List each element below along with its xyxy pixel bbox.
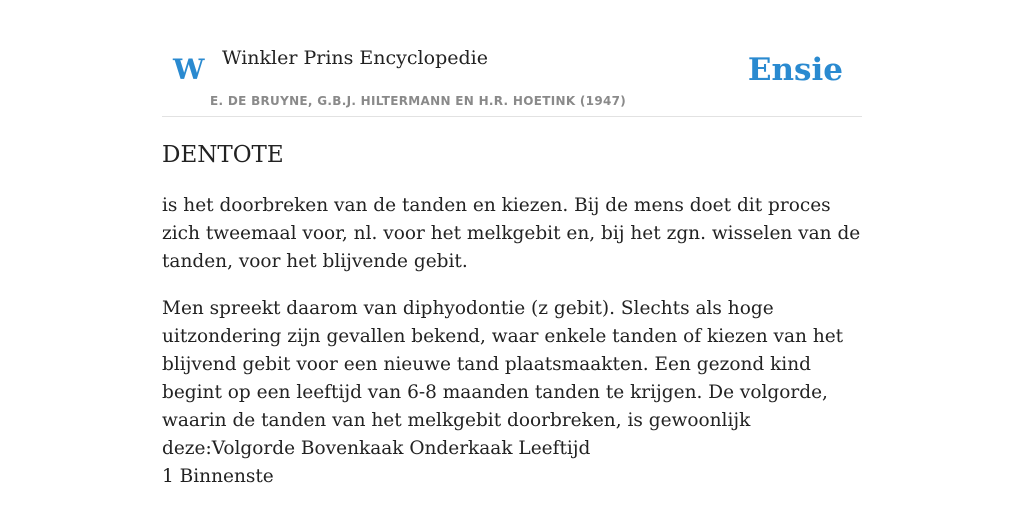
ensie-logo[interactable]: Ensie (747, 52, 843, 88)
winkler-prins-logo[interactable]: W (173, 53, 205, 86)
page (162, 0, 862, 512)
entry-title: DENTOTE (162, 142, 284, 168)
article-paragraph-3: 1 Binnenste (162, 466, 274, 487)
article-paragraph-1: is het doorbreken van de tanden en kiezen. Bij de mens doet dit proces zich tweemaal voor, nl. voor het melkgebit en, bij het zgn. wisselen van de tanden, voor het blijvende gebit. (162, 195, 861, 272)
authors-line: E. DE BRUYNE, G.B.J. HILTERMANN EN H.R. HOETINK (1947) (210, 94, 627, 108)
book-title-link[interactable]: Winkler Prins Encyclopedie (222, 47, 488, 69)
header (162, 0, 862, 117)
article-paragraph-2: Men spreekt daarom van diphyodontie (z gebit). Slechts als hoge uitzondering zijn gevallen bekend, waar enkele tanden of kiezen van het blijvend gebit voor een nieuwe tand plaatsmaakten. Een gezond kind begint op een leeftijd van 6-8 maanden tanden te krijgen. De volgorde, waarin de tanden van het melkgebit doorbreken, is gewoonlijk deze:Volgorde Bovenkaak Onderkaak Leeftijd (162, 298, 844, 459)
